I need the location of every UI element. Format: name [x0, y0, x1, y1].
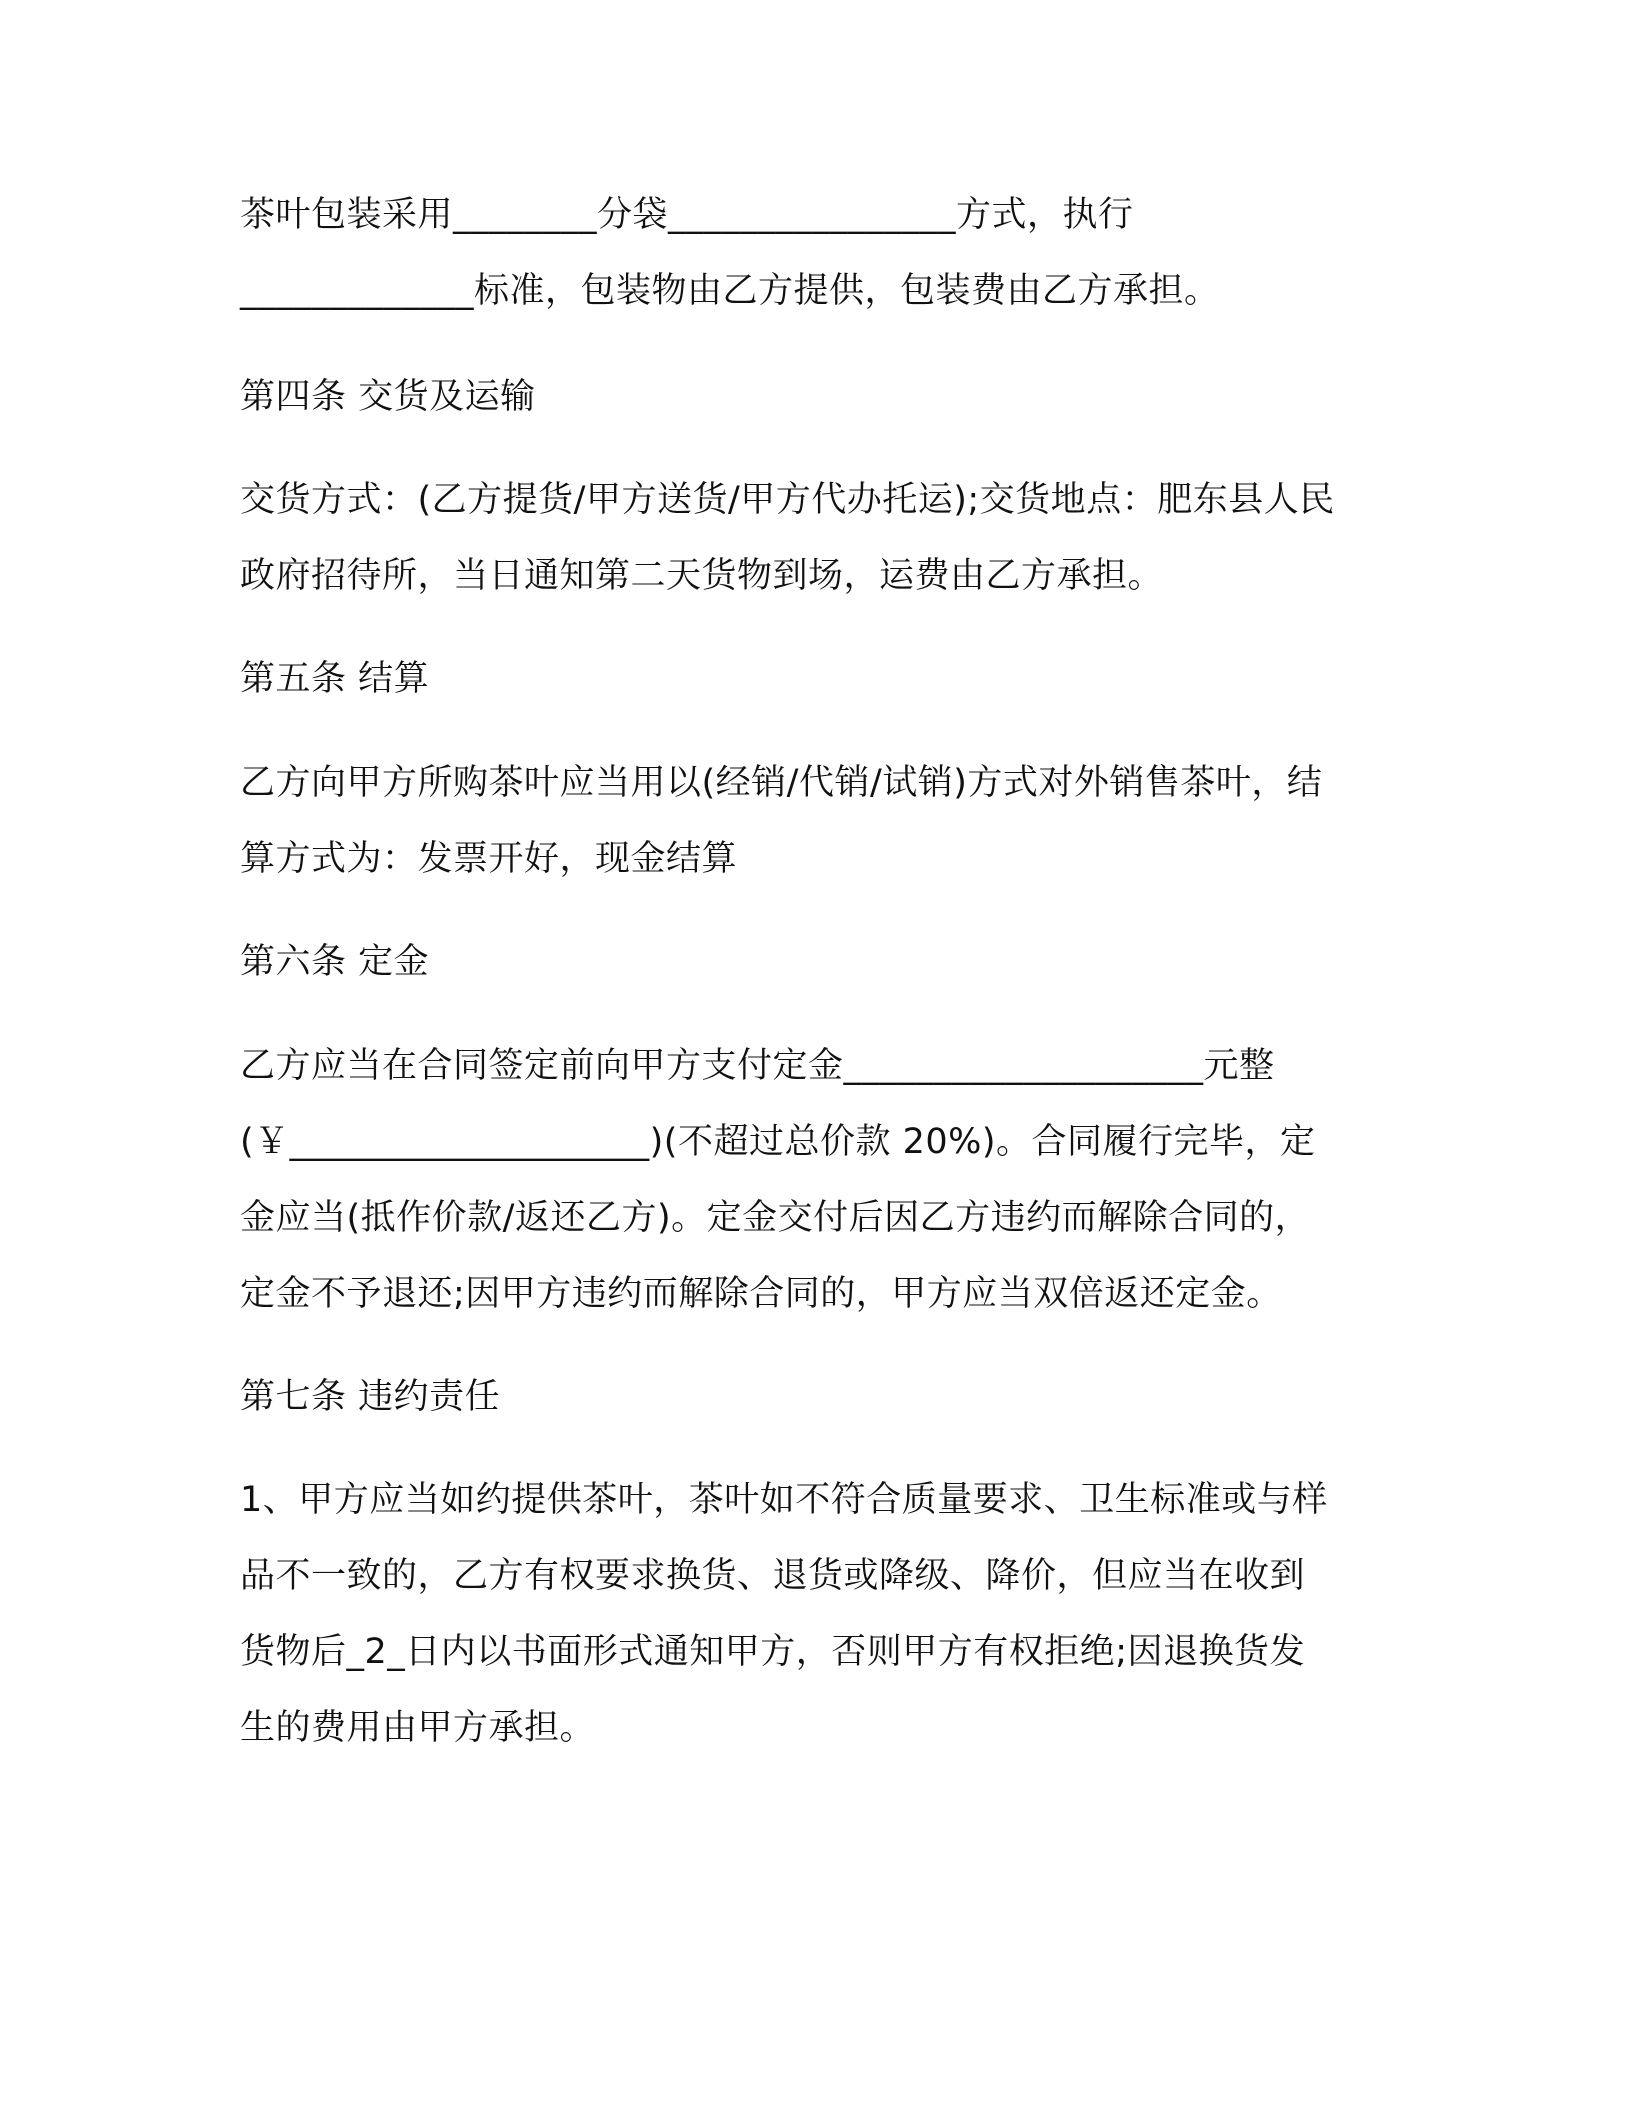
deposit-line-1: 乙方应当在合同签定前向甲方支付定金____________________元整	[240, 1046, 1275, 1086]
liability-line-3: 货物后_2_日内以书面形式通知甲方，否则甲方有权拒绝;因退换货发	[240, 1632, 1306, 1672]
delivery-line-1: 交货方式：(乙方提货/甲方送货/甲方代办托运);交货地点：肥东县人民	[240, 480, 1335, 520]
packaging-line-2: _____________标准，包装物由乙方提供，包装费由乙方承担。	[240, 271, 1220, 311]
article-7-heading: 第七条 违约责任	[240, 1377, 501, 1417]
settlement-line-2: 算方式为：发票开好，现金结算	[240, 839, 738, 879]
deposit-line-3: 金应当(抵作价款/返还乙方)。定金交付后因乙方违约而解除合同的，	[240, 1198, 1311, 1238]
liability-line-1: 1、甲方应当如约提供茶叶，茶叶如不符合质量要求、卫生标准或与样	[240, 1480, 1328, 1520]
deposit-line-2: (￥____________________)(不超过总价款 20%)。合同履行完毕，定	[240, 1122, 1316, 1162]
article-6-heading: 第六条 定金	[240, 942, 430, 982]
liability-line-4: 生的费用由甲方承担。	[240, 1708, 596, 1748]
settlement-line-1: 乙方向甲方所购茶叶应当用以(经销/代销/试销)方式对外销售茶叶，结	[240, 763, 1323, 803]
article-5-heading: 第五条 结算	[240, 659, 430, 699]
packaging-line-1: 茶叶包装采用________分袋________________方式，执行	[240, 195, 1134, 235]
liability-line-2: 品不一致的，乙方有权要求换货、退货或降级、降价，但应当在收到	[240, 1556, 1306, 1596]
article-4-heading: 第四条 交货及运输	[240, 377, 536, 417]
delivery-line-2: 政府招待所，当日通知第二天货物到场，运费由乙方承担。	[240, 556, 1164, 596]
deposit-line-4: 定金不予退还;因甲方违约而解除合同的，甲方应当双倍返还定金。	[240, 1274, 1282, 1314]
